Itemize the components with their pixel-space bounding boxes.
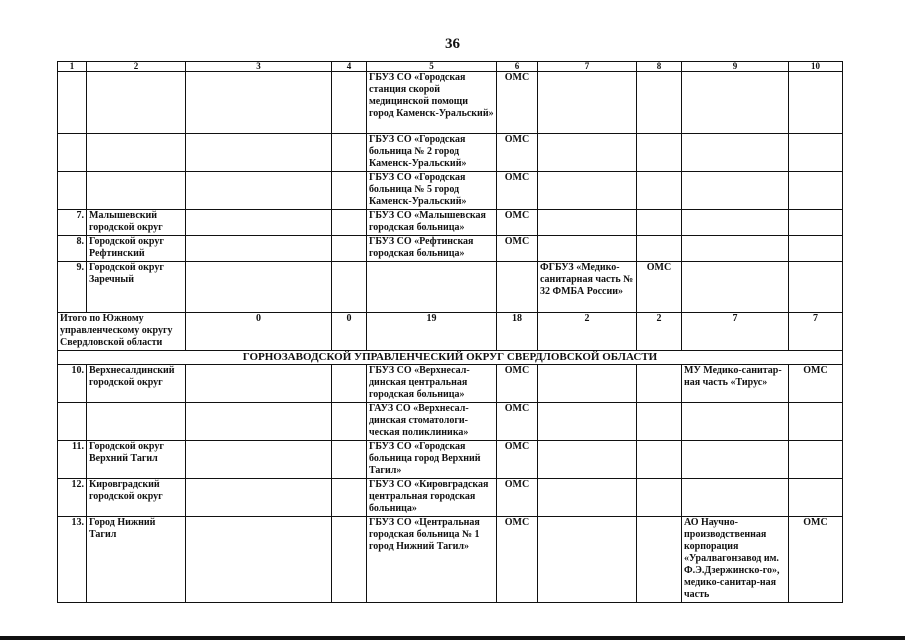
oms-cell: ОМС (497, 134, 538, 172)
row-number (58, 403, 87, 441)
federal-organization-cell: АО Научно-производственная корпорация «Уралвагонзавод им. Ф.Э.Дзержинско-го», медико-санитар-ная часть (682, 517, 789, 603)
oms-cell: ОМС (497, 210, 538, 236)
cell (538, 479, 637, 517)
cell (538, 365, 637, 403)
district-cell: Верхнесалдинский городской округ (87, 365, 186, 403)
cell (682, 236, 789, 262)
cell (332, 403, 367, 441)
cell (682, 134, 789, 172)
oms-cell: ОМС (497, 479, 538, 517)
district-cell (87, 134, 186, 172)
federal-organization-cell: МУ Медико-санитар-ная часть «Тирус» (682, 365, 789, 403)
cell (186, 262, 332, 313)
organization-cell: ГБУЗ СО «Рефтинская городская больница» (367, 236, 497, 262)
total-value: 0 (332, 313, 367, 351)
cell (332, 517, 367, 603)
column-number: 7 (538, 62, 637, 72)
district-cell: Город Нижний Тагил (87, 517, 186, 603)
organization-cell: ГБУЗ СО «Городская больница город Верхний Тагил» (367, 441, 497, 479)
cell (186, 479, 332, 517)
total-value: 18 (497, 313, 538, 351)
cell (332, 134, 367, 172)
cell (186, 72, 332, 134)
cell (789, 72, 843, 134)
total-value: 2 (637, 313, 682, 351)
row-number: 8. (58, 236, 87, 262)
cell (682, 210, 789, 236)
table-row (58, 403, 843, 441)
oms-cell: ОМС (497, 72, 538, 134)
row-number: 10. (58, 365, 87, 403)
cell (538, 403, 637, 441)
district-cell: Кировградский городской округ (87, 479, 186, 517)
cell (186, 210, 332, 236)
row-number: 12. (58, 479, 87, 517)
cell (538, 210, 637, 236)
federal-organization-cell: ФГБУЗ «Медико-санитарная часть № 32 ФМБА России» (538, 262, 637, 313)
organization-cell: ГБУЗ СО «Центральная городская больница № 1 город Нижний Тагил» (367, 517, 497, 603)
cell (186, 365, 332, 403)
table-row (58, 365, 843, 403)
cell (186, 236, 332, 262)
row-number: 11. (58, 441, 87, 479)
cell (637, 134, 682, 172)
table-row (58, 236, 843, 262)
oms-cell: ОМС (637, 262, 682, 313)
column-number: 3 (186, 62, 332, 72)
column-number: 1 (58, 62, 87, 72)
cell (637, 72, 682, 134)
oms-cell: ОМС (497, 365, 538, 403)
district-cell (87, 172, 186, 210)
table-row (58, 441, 843, 479)
cell (186, 517, 332, 603)
oms-cell (497, 262, 538, 313)
district-cell: Городской округ Рефтинский (87, 236, 186, 262)
cell (789, 262, 843, 313)
cell (186, 403, 332, 441)
column-number: 4 (332, 62, 367, 72)
cell (682, 479, 789, 517)
row-number: 13. (58, 517, 87, 603)
total-row (58, 313, 843, 351)
cell (789, 210, 843, 236)
cell (637, 172, 682, 210)
cell (332, 441, 367, 479)
total-value: 0 (186, 313, 332, 351)
oms-cell: ОМС (789, 365, 843, 403)
cell (789, 236, 843, 262)
column-number: 10 (789, 62, 843, 72)
region-header: ГОРНОЗАВОДСКОЙ УПРАВЛЕНЧЕСКИЙ ОКРУГ СВЕРДЛОВСКОЙ ОБЛАСТИ (58, 351, 843, 365)
cell (637, 517, 682, 603)
cell (332, 210, 367, 236)
oms-cell: ОМС (789, 517, 843, 603)
district-cell: Городской округ Заречный (87, 262, 186, 313)
row-number (58, 72, 87, 134)
column-number: 8 (637, 62, 682, 72)
cell (682, 441, 789, 479)
oms-cell: ОМС (497, 441, 538, 479)
column-number: 5 (367, 62, 497, 72)
total-value: 7 (682, 313, 789, 351)
column-number-row (58, 62, 843, 72)
column-number: 2 (87, 62, 186, 72)
cell (538, 172, 637, 210)
district-cell: Малышевский городской округ (87, 210, 186, 236)
cell (538, 517, 637, 603)
cell (789, 479, 843, 517)
column-number: 9 (682, 62, 789, 72)
cell (637, 403, 682, 441)
organization-cell: ГБУЗ СО «Городская больница № 2 город Каменск-Уральский» (367, 134, 497, 172)
organization-cell: ГАУЗ СО «Верхнесал-динская стоматологи-ческая поликлиника» (367, 403, 497, 441)
oms-cell: ОМС (497, 403, 538, 441)
oms-cell: ОМС (497, 236, 538, 262)
organization-cell: ГБУЗ СО «Верхнесал-динская центральная городская больница» (367, 365, 497, 403)
organization-cell: ГБУЗ СО «Кировградская центральная городская больница» (367, 479, 497, 517)
cell (637, 479, 682, 517)
cell (332, 236, 367, 262)
region-header-row (58, 351, 843, 365)
total-value: 19 (367, 313, 497, 351)
oms-cell: ОМС (497, 517, 538, 603)
cell (332, 172, 367, 210)
district-cell (87, 72, 186, 134)
cell (332, 72, 367, 134)
total-value: 2 (538, 313, 637, 351)
row-number: 9. (58, 262, 87, 313)
organization-cell: ГБУЗ СО «Городская больница № 5 город Каменск-Уральский» (367, 172, 497, 210)
table-row (58, 517, 843, 603)
organization-cell (367, 262, 497, 313)
total-label: Итого по Южному управленческому округу Свердловской области (58, 313, 186, 351)
table-row (58, 262, 843, 313)
district-cell: Городской округ Верхний Тагил (87, 441, 186, 479)
cell (538, 441, 637, 479)
column-number: 6 (497, 62, 538, 72)
cell (789, 172, 843, 210)
cell (538, 134, 637, 172)
data-table (57, 61, 843, 603)
district-cell (87, 403, 186, 441)
organization-cell: ГБУЗ СО «Малышевская городская больница» (367, 210, 497, 236)
total-value: 7 (789, 313, 843, 351)
page-number: 36 (445, 36, 460, 52)
cell (332, 365, 367, 403)
row-number (58, 134, 87, 172)
cell (789, 403, 843, 441)
table-row (58, 134, 843, 172)
cell (682, 403, 789, 441)
oms-cell: ОМС (497, 172, 538, 210)
cell (186, 172, 332, 210)
cell (332, 262, 367, 313)
cell (538, 236, 637, 262)
cell (186, 134, 332, 172)
table-row (58, 210, 843, 236)
cell (637, 365, 682, 403)
row-number: 7. (58, 210, 87, 236)
cell (637, 236, 682, 262)
cell (637, 441, 682, 479)
table-row (58, 172, 843, 210)
cell (789, 134, 843, 172)
row-number (58, 172, 87, 210)
organization-cell: ГБУЗ СО «Городская станция скорой медицинской помощи город Каменск-Уральский» (367, 72, 497, 134)
cell (682, 262, 789, 313)
cell (538, 72, 637, 134)
bottom-border (0, 636, 905, 640)
cell (637, 210, 682, 236)
cell (789, 441, 843, 479)
cell (682, 172, 789, 210)
cell (186, 441, 332, 479)
table-row (58, 72, 843, 134)
cell (682, 72, 789, 134)
table-row (58, 479, 843, 517)
cell (332, 479, 367, 517)
